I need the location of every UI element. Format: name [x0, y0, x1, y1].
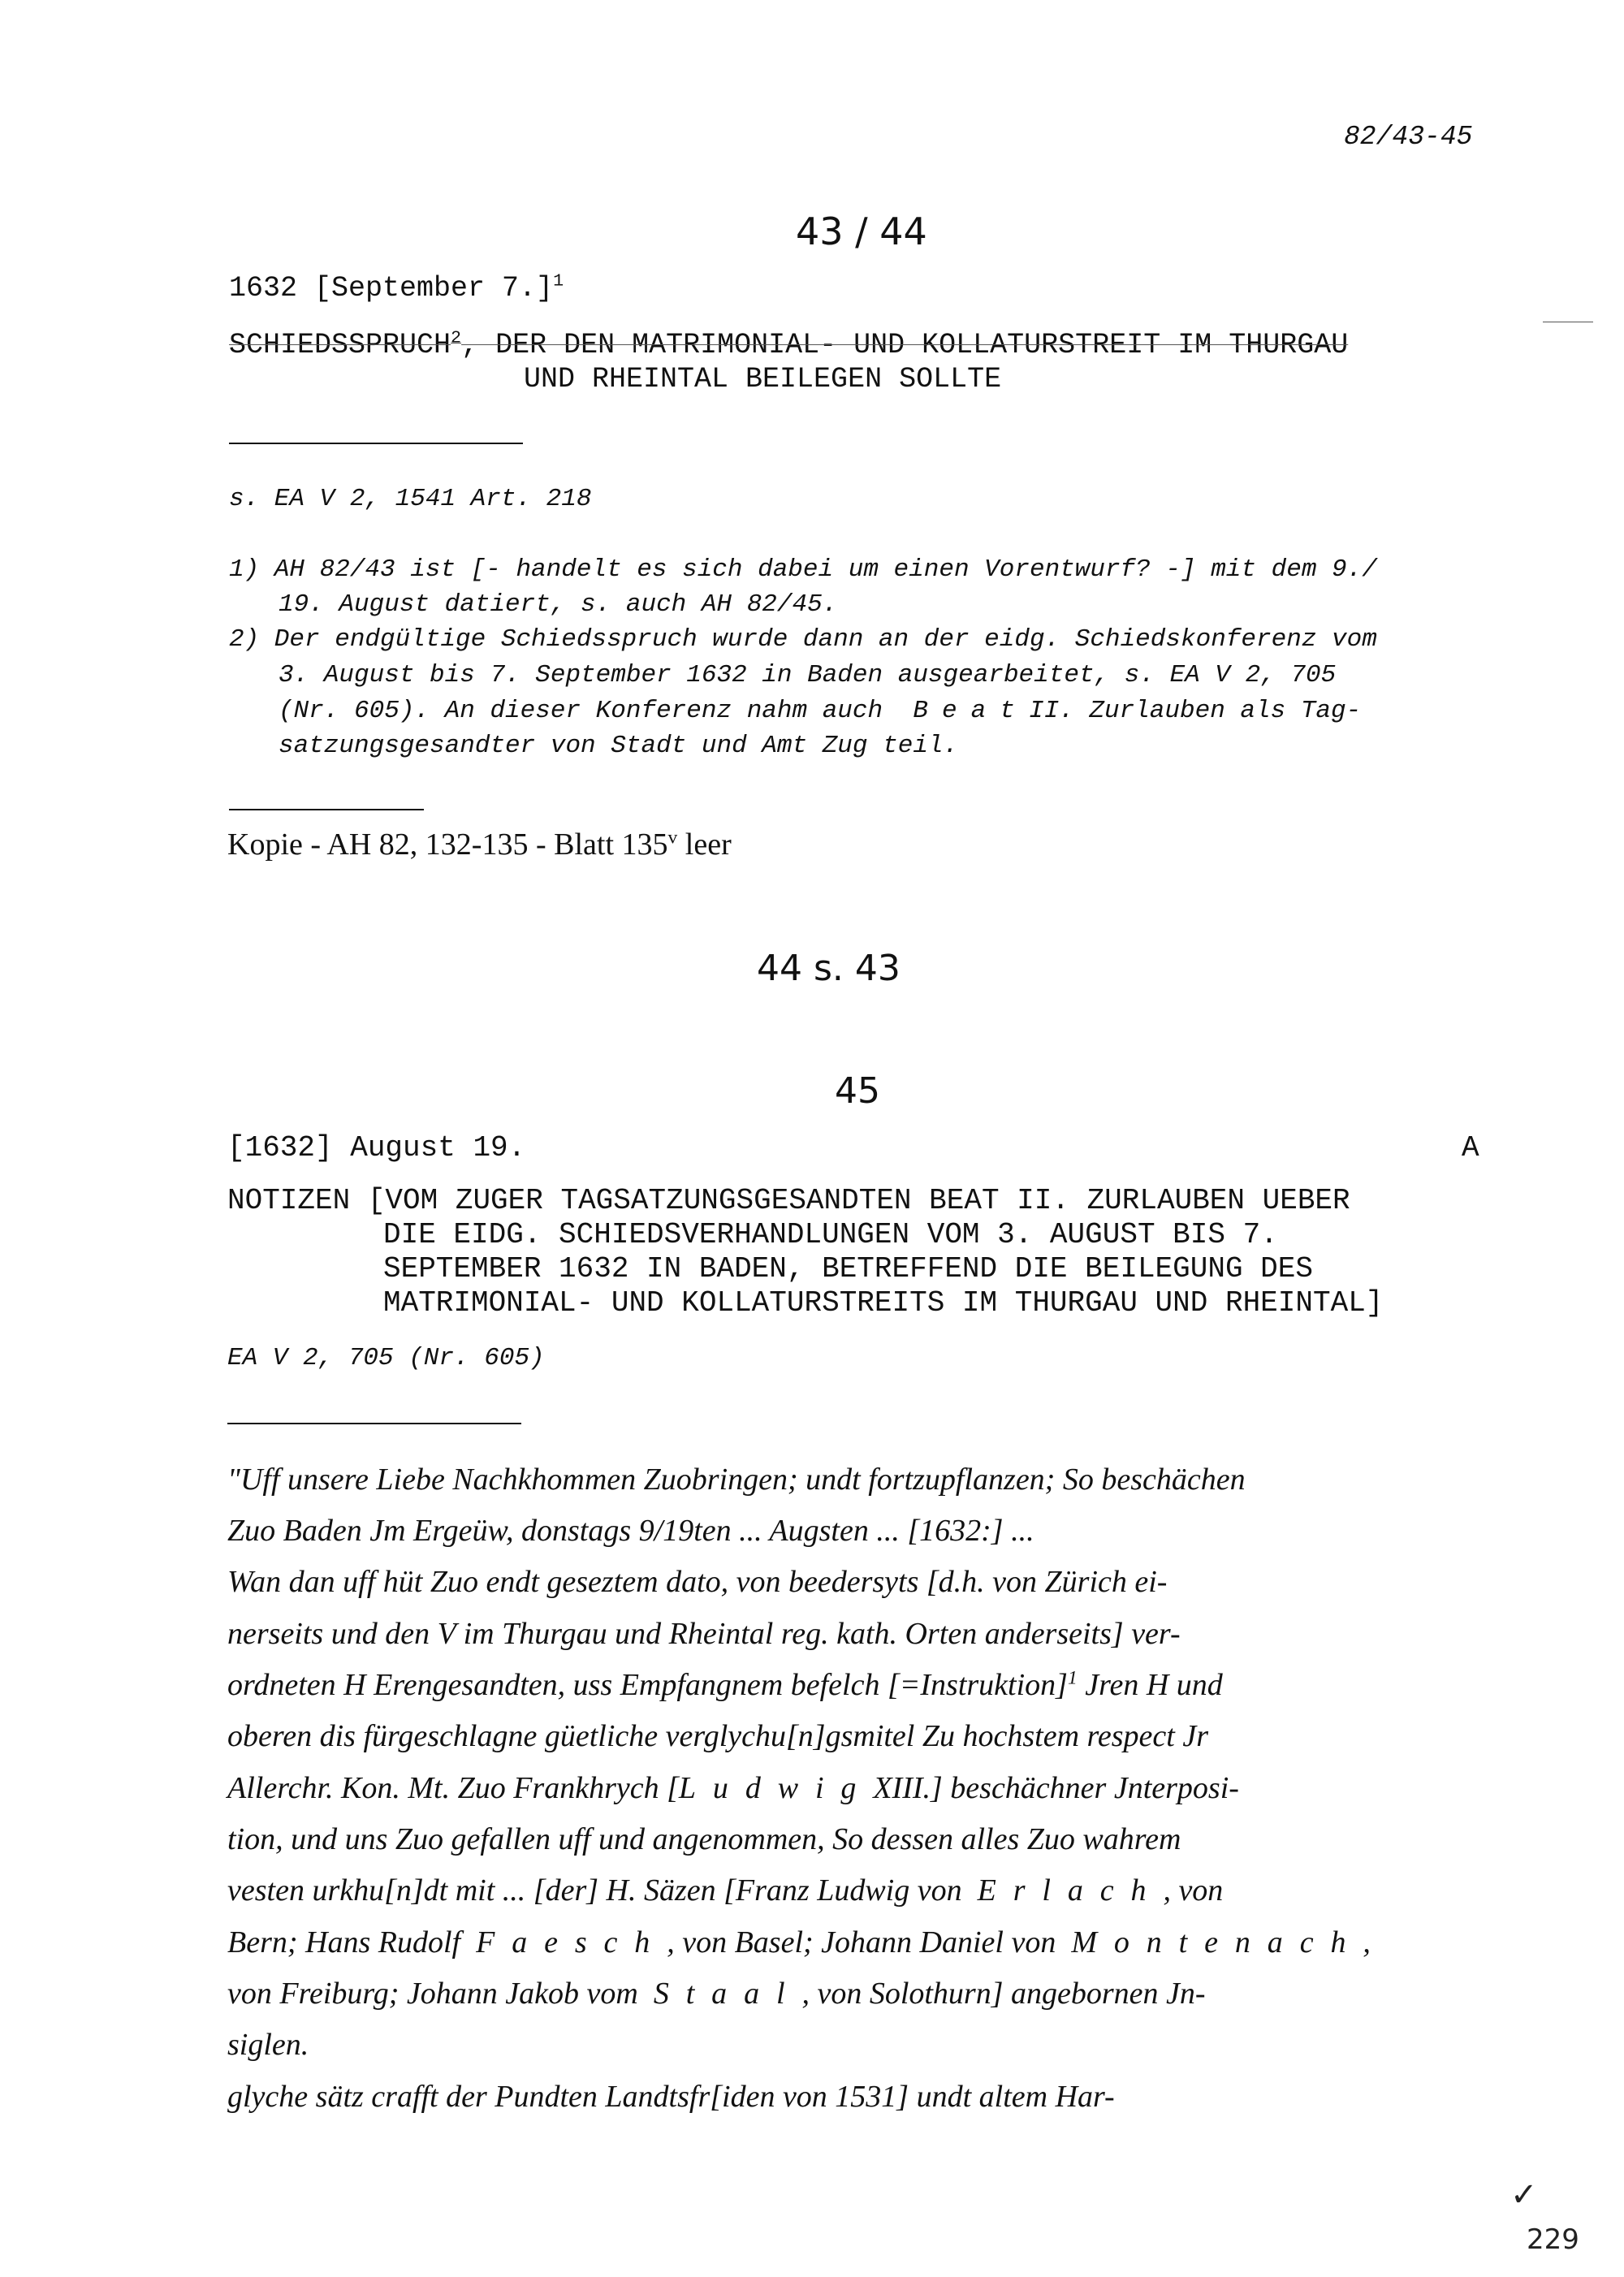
check-mark-icon: ✓ — [1510, 2176, 1538, 2214]
entry-title-word: SCHIEDSSPRUCH — [229, 329, 451, 361]
text-line-12: siglen. — [227, 2028, 309, 2062]
copy-note-text: leer — [685, 827, 732, 862]
text-line-9 — [227, 1873, 1223, 1908]
spaced-name: Beat — [913, 697, 1029, 725]
text-span: Bern; Hans Rudolf — [227, 1925, 461, 1959]
entry-title-rest: , DER DEN MATRIMONIAL- UND KOLLATURSTREIT IM THURGAU — [461, 329, 1349, 361]
entry45-title-line3: SEPTEMBER 1632 IN BADEN, BETREFFEND DIE BEILEGUNG DES — [383, 1252, 1313, 1285]
text-line-13: glyche sätz crafft der Pundten Landtsfr[iden von 1531] undt altem Har- — [227, 2080, 1115, 2114]
divider — [229, 809, 424, 810]
text-span: von Freiburg; Johann Jakob vom — [227, 1977, 638, 2011]
entry-title-line2: UND RHEINTAL BEILEGEN SOLLTE — [524, 363, 1002, 395]
footnote-marker: 1 — [1067, 1667, 1078, 1689]
footnote-2-line1: 2) Der endgültige Schiedsspruch wurde dann an der eidg. Schiedskonferenz vom — [229, 625, 1377, 654]
text-span: , — [1363, 1925, 1371, 1959]
text-span: , von Solothurn] angebornen Jn- — [801, 1977, 1206, 2011]
entry45-letter: A — [1462, 1131, 1479, 1164]
footnote-2-line3 — [279, 697, 1361, 725]
text-span: vesten urkhu[n]dt mit ... [der] H. Säzen [Franz Ludwig von — [227, 1873, 962, 1908]
text-line-4: nerseits und den V im Thurgau und Rheintal reg. kath. Orten anderseits] ver- — [227, 1617, 1181, 1651]
footnote-marker: 2 — [451, 327, 462, 348]
entry-number-45: 45 — [835, 1070, 880, 1112]
entry45-title-line2: DIE EIDG. SCHIEDSVERHANDLUNGEN VOM 3. AUGUST BIS 7. — [383, 1218, 1278, 1251]
footnote-text: (Nr. 605). An dieser Konferenz nahm auch — [279, 697, 883, 725]
handwritten-page-number: 229 — [1527, 2223, 1579, 2256]
entry-date — [229, 272, 564, 305]
text-span: XIII.] beschächner Jnterposi- — [873, 1771, 1239, 1805]
footnote-2-line2: 3. August bis 7. September 1632 in Baden ausgearbeitet, s. EA V 2, 705 — [279, 661, 1337, 689]
footnote-text: II. Zurlauben als Tag- — [1028, 697, 1362, 725]
entry45-reference: EA V 2, 705 (Nr. 605) — [227, 1344, 545, 1372]
text-line-2: Zuo Baden Jm Ergeüw, donstags 9/19ten ... Augsten ... [1632:] ... — [227, 1514, 1034, 1548]
text-line-8: tion, und uns Zuo gefallen uff und angenommen, So dessen alles Zuo wahrem — [227, 1822, 1181, 1856]
entry-number-44: 44 s. 43 — [757, 948, 901, 989]
divider — [229, 443, 523, 444]
text-span: , von — [1163, 1873, 1224, 1908]
spaced-name: Ludwig — [678, 1771, 874, 1805]
spaced-name: Faesch — [476, 1925, 667, 1959]
text-line-3: Wan dan uff hüt Zuo endt geseztem dato, von beedersyts [d.h. von Zürich ei- — [227, 1565, 1168, 1599]
copy-note — [227, 827, 732, 862]
text-span: , von Basel; Johann Daniel von — [667, 1925, 1056, 1959]
text-line-1: "Uff unsere Liebe Nachkhommen Zuobringen; undt fortzupflanzen; So beschächen — [227, 1463, 1246, 1497]
text-line-7 — [227, 1770, 1239, 1806]
text-line-6: oberen dis fürgeschlagne güetliche verglychu[n]gsmitel Zu hochstem respect Jr — [227, 1719, 1208, 1753]
page-reference: 82/43-45 — [1344, 122, 1473, 152]
entry-date-text: 1632 [September 7.] — [229, 272, 554, 305]
text-span: Allerchr. Kon. Mt. Zuo Frankhrych [ — [227, 1771, 679, 1805]
footnote-1-line2: 19. August datiert, s. auch AH 82/45. — [279, 590, 838, 619]
spaced-name: Erlach — [977, 1873, 1164, 1908]
text-span: ordneten H Erengesandten, uss Empfangnem befelch [=Instruktion] — [227, 1668, 1068, 1702]
footnote-1-line1: 1) AH 82/43 ist [- handelt es sich dabei um einen Vorentwurf? -] mit dem 9./ — [229, 555, 1377, 584]
text-span: Jren H und — [1085, 1668, 1223, 1702]
entry45-date: [1632] August 19. — [227, 1131, 526, 1164]
copy-note-sup: v — [667, 827, 678, 849]
spaced-name: Montenach — [1071, 1925, 1363, 1959]
footnote-marker: 1 — [553, 270, 564, 292]
text-line-10 — [227, 1925, 1371, 1960]
entry-title-line1 — [229, 329, 1348, 361]
entry45-title-line1: NOTIZEN [VOM ZUGER TAGSATZUNGSGESANDTEN BEAT II. ZURLAUBEN UEBER — [227, 1184, 1350, 1217]
source-reference: s. EA V 2, 1541 Art. 218 — [229, 485, 592, 513]
divider — [227, 1423, 521, 1424]
entry-number-43-44: 43 / 44 — [796, 210, 927, 253]
entry45-title-line4: MATRIMONIAL- UND KOLLATURSTREITS IM THURGAU UND RHEINTAL] — [383, 1286, 1384, 1320]
text-line-5 — [227, 1667, 1223, 1703]
spaced-name: Staal — [653, 1977, 802, 2011]
footnote-2-line4: satzungsgesandter von Stadt und Amt Zug teil. — [279, 732, 959, 760]
text-line-11 — [227, 1976, 1206, 2011]
copy-note-text: Kopie - AH 82, 132-135 - Blatt 135 — [227, 827, 668, 862]
